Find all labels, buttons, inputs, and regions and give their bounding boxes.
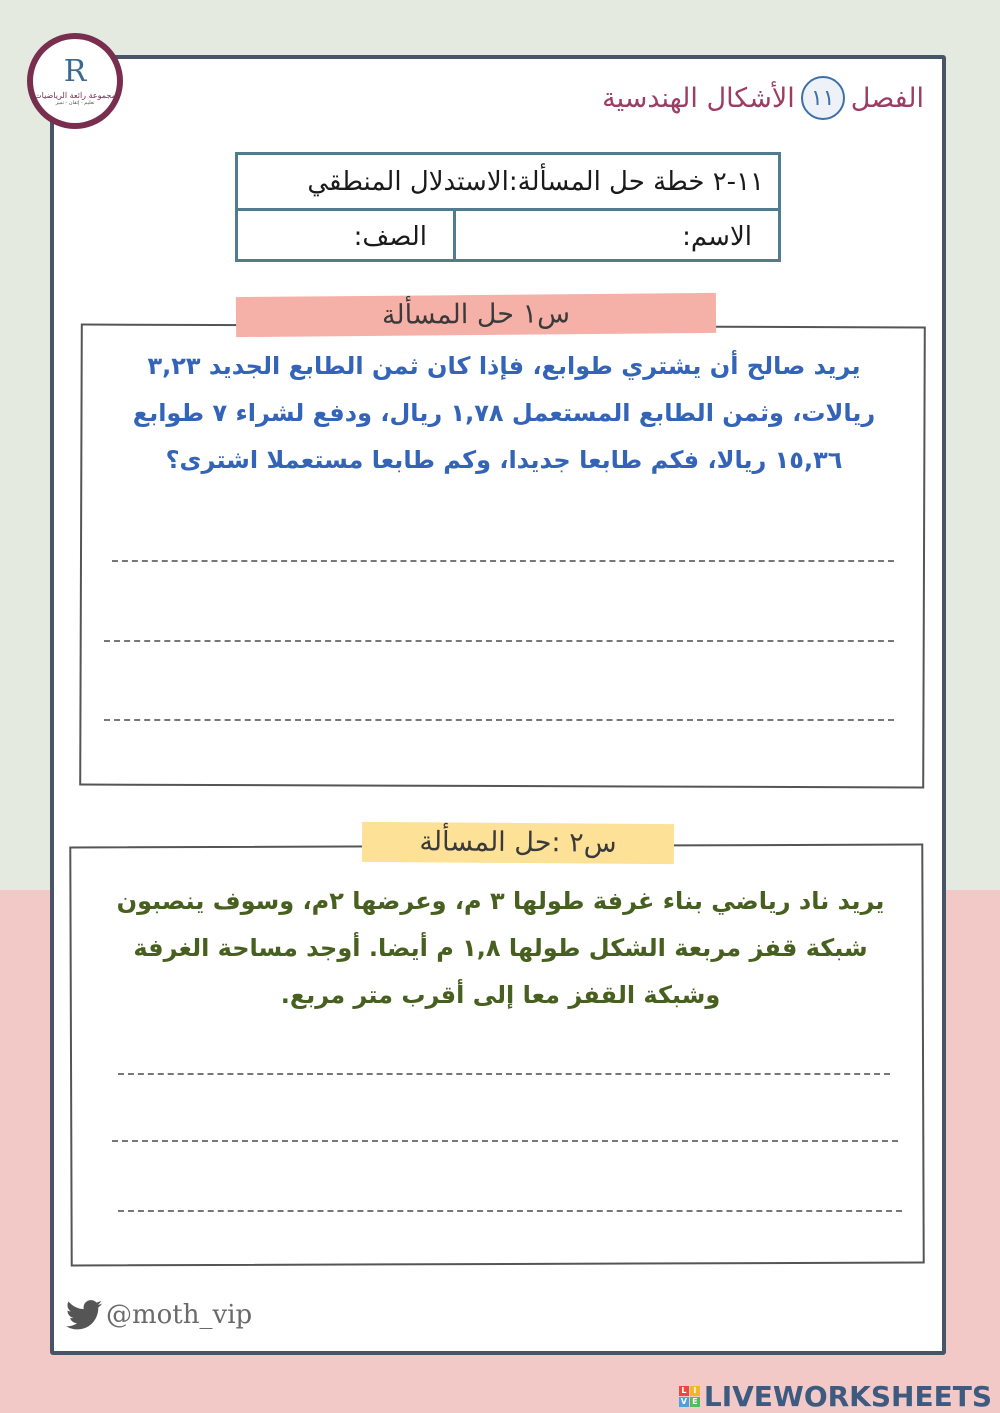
name-label: الاسم: [682, 221, 752, 252]
chapter-number-badge: ١١ [801, 76, 845, 120]
handle-text: @moth_vip [106, 1300, 253, 1330]
answer-line-q1-2[interactable] [104, 640, 894, 642]
class-field[interactable] [328, 211, 453, 262]
logo-letter: R [63, 53, 87, 89]
question-2-line: وشبكة القفز معا إلى أقرب متر مربع. [280, 981, 721, 1009]
question-2-line: شبكة قفز مربعة الشكل طولها ١,٨ م أيضا. أوجد مساحة الغرفة [133, 934, 868, 962]
answer-line-q2-3[interactable] [118, 1210, 902, 1212]
twitter-bird-icon [66, 1300, 102, 1330]
name-field[interactable] [453, 211, 778, 262]
question-2-label: س٢ :حل المسألة [362, 822, 674, 864]
question-1-line: ١٥,٣٦ ريالا، فكم طابعا جديدا، وكم طابعا مستعملا اشترى؟ [165, 446, 843, 474]
brand-mark-letter: L [679, 1386, 689, 1396]
lesson-title: ١١-٢ خطة حل المسألة:الاستدلال المنطقي [238, 155, 778, 211]
chapter-prefix: الفصل [850, 82, 924, 114]
answer-line-q1-1[interactable] [112, 560, 894, 562]
question-1-line: ريالات، وثمن الطابع المستعمل ١,٧٨ ريال، ودفع لشراء ٧ طوابع [132, 399, 876, 427]
class-label: الصف: [353, 221, 427, 252]
answer-line-q2-2[interactable] [112, 1140, 898, 1142]
answer-line-q2-1[interactable] [118, 1073, 890, 1075]
question-1-text [100, 343, 908, 484]
group-logo [27, 33, 123, 129]
liveworksheets-logo-icon [679, 1386, 700, 1407]
question-2-line: يريد ناد رياضي بناء غرفة طولها ٣ م، وعرضها ٢م، وسوف ينصبون [116, 887, 885, 915]
answer-line-q1-3[interactable] [104, 719, 894, 721]
liveworksheets-brand[interactable] [679, 1380, 992, 1413]
twitter-handle [66, 1300, 252, 1330]
brand-mark-letter: E [690, 1397, 700, 1407]
chapter-title: الأشكال الهندسية [602, 82, 795, 114]
brand-mark-letter: V [680, 1397, 687, 1406]
logo-tagline: مجموعة رائعة الرياضيات [34, 90, 116, 100]
chapter-heading [602, 76, 924, 120]
question-1-line: يريد صالح أن يشتري طوابع، فإذا كان ثمن الطابع الجديد ٣,٢٣ [147, 352, 861, 380]
logo-subtitle: تعليم - إتقان - تميز [55, 99, 95, 106]
question-1-label: س١ حل المسألة [236, 293, 716, 337]
lesson-title-table [235, 152, 781, 262]
question-2-text [88, 878, 913, 1019]
brand-mark-letter: I [690, 1386, 700, 1396]
brand-text: LIVEWORKSHEETS [703, 1380, 992, 1413]
